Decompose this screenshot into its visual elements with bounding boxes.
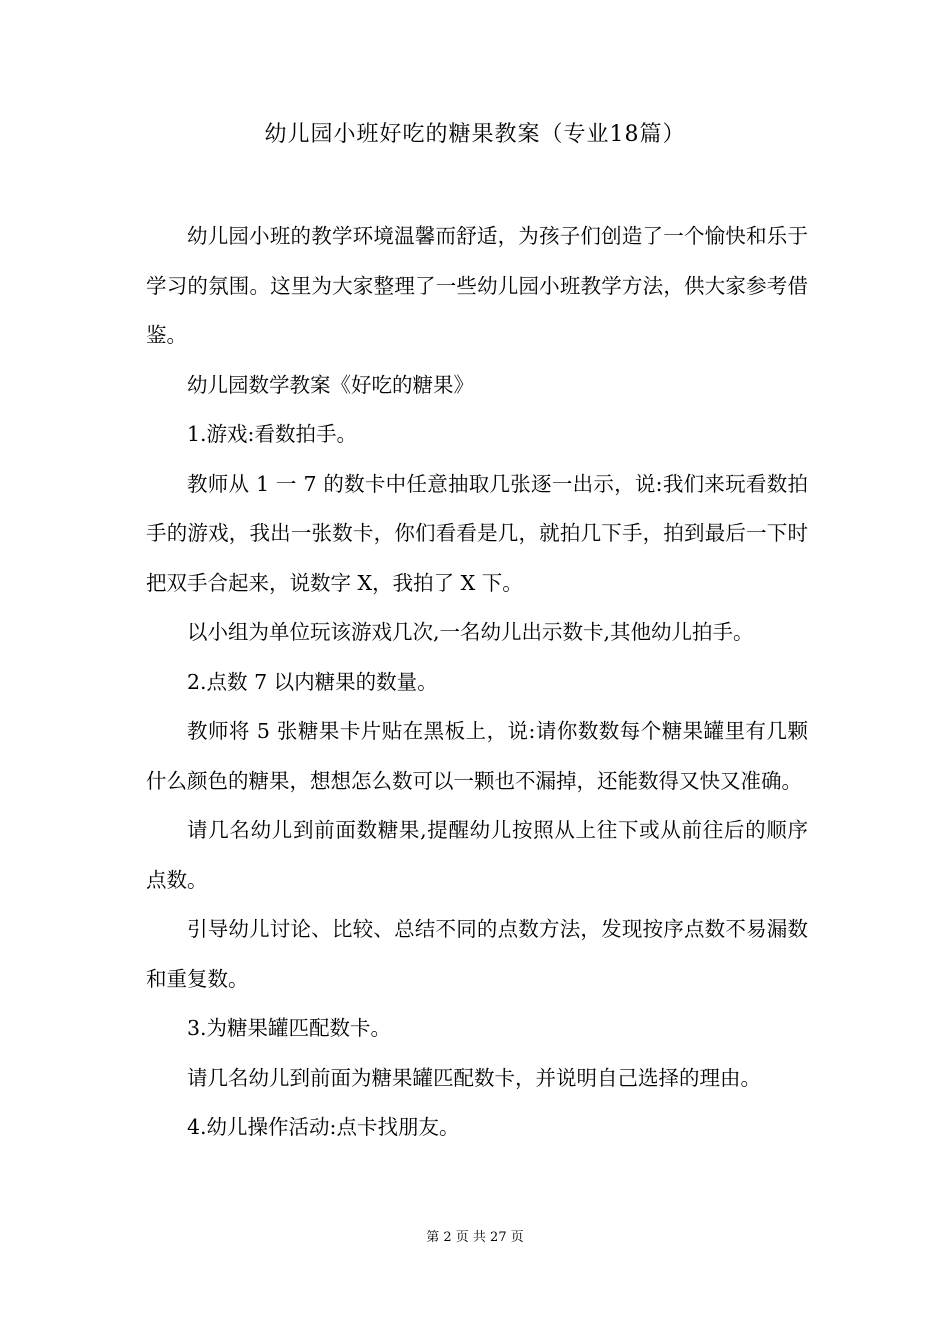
document-body [146, 212, 808, 1153]
paragraph: 引导幼儿讨论、比较、总结不同的点数方法，发现按序点数不易漏数和重复数。 [146, 917, 808, 991]
paragraph: 幼儿园小班的教学环境温馨而舒适，为孩子们创造了一个愉快和乐于学习的氛围。这里为大家整理了一些幼儿园小班教学方法，供大家参考借鉴。 [146, 224, 808, 347]
paragraph: 教师从 1 一 7 的数卡中任意抽取几张逐一出示，说:我们来玩看数拍手的游戏，我出一张数卡，你们看看是几，就拍几下手，拍到最后一下时把双手合起来，说数字 X，我拍了 X 下。 [146, 471, 808, 595]
paragraph: 教师将 5 张糖果卡片贴在黑板上，说:请你数数每个糖果罐里有几颗什么颜色的糖果，想想怎么数可以一颗也不漏掉，还能数得又快又准确。 [146, 719, 808, 793]
paragraph: 2.点数 7 以内糖果的数量。 [187, 669, 438, 694]
paragraph: 幼儿园数学教案《好吃的糖果》 [187, 372, 474, 397]
page-footer: 第 2 页 共 27 页 [426, 1230, 524, 1245]
paragraph: 以小组为单位玩该游戏几次,一名幼儿出示数卡,其他幼儿拍手。 [187, 620, 754, 644]
document-title: 幼儿园小班好吃的糖果教案（专业18篇） [264, 122, 686, 147]
paragraph: 3.为糖果罐匹配数卡。 [187, 1016, 392, 1040]
paragraph: 请几名幼儿到前面为糖果罐匹配数卡，并说明自己选择的理由。 [187, 1065, 761, 1090]
paragraph: 1.游戏:看数拍手。 [187, 422, 357, 446]
paragraph: 请几名幼儿到前面数糖果,提醒幼儿按照从上往下或从前往后的顺序点数。 [146, 818, 808, 892]
paragraph: 4.幼儿操作活动:点卡找朋友。 [187, 1115, 460, 1139]
